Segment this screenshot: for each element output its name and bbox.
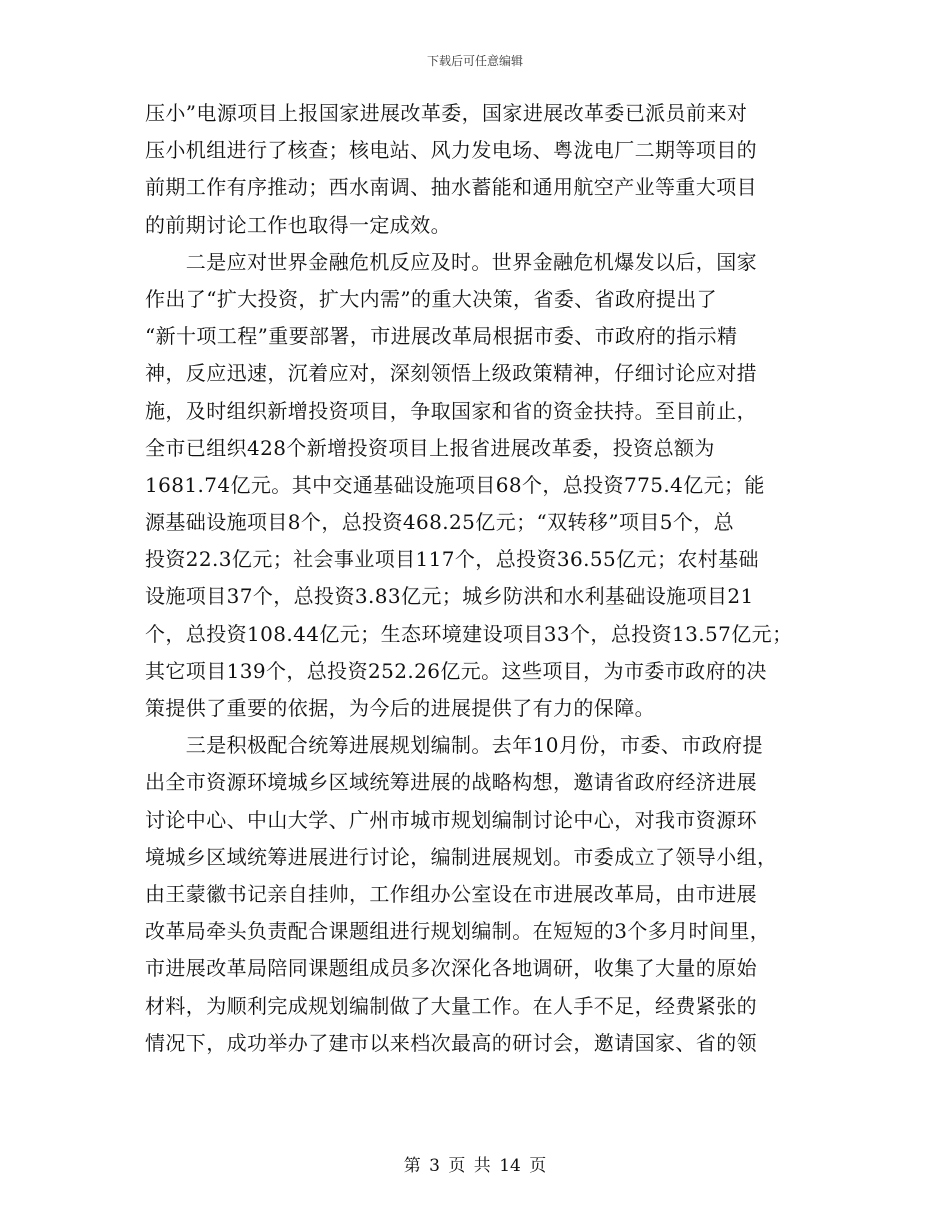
text-line: 的前期讨论工作也取得一定成效。 xyxy=(145,212,451,237)
text-line: 策提供了重要的依据，为今后的进展提供了有力的保障。 xyxy=(145,696,655,720)
text-line: 市进展改革局陪同课题组成员多次深化各地调研，收集了大量的原始 xyxy=(145,956,757,981)
page-number-footer: 第 3 页 共 14 页 xyxy=(403,1156,547,1176)
text-line: 施，及时组织新增投资项目，争取国家和省的资金扶持。至目前止， xyxy=(145,398,757,423)
text-line: 设施项目37个，总投资3.83亿元；城乡防洪和水利基础设施项目21 xyxy=(145,584,754,609)
text-line: 三是积极配合统筹进展规划编制。去年10月份，市委、市政府提 xyxy=(145,733,763,758)
text-line: 其它项目139个，总投资252.26亿元。这些项目，为市委市政府的决 xyxy=(145,658,767,683)
text-line: 1681.74亿元。其中交通基础设施项目68个，总投资775.4亿元；能 xyxy=(145,472,765,497)
text-line: 由王蒙徽书记亲自挂帅，工作组办公室设在市进展改革局，由市进展 xyxy=(145,881,757,906)
text-line: 神，反应迅速，沉着应对，深刻领悟上级政策精神，仔细讨论应对措 xyxy=(145,361,757,386)
text-line: 改革局牵头负责配合课题组进行规划编制。在短短的3个多月时间里， xyxy=(145,919,771,944)
text-line: 讨论中心、中山大学、广州市城市规划编制讨论中心，对我市资源环 xyxy=(145,807,757,832)
text-line: 前期工作有序推动；西水南调、抽水蓄能和通用航空产业等重大项目 xyxy=(145,175,757,200)
text-line: 个，总投资108.44亿元；生态环境建设项目33个，总投资13.57亿元； xyxy=(145,621,793,646)
text-line: “新十项工程”重要部署，市进展改革局根据市委、市政府的指示精 xyxy=(145,324,738,349)
text-line: 源基础设施项目8个，总投资468.25亿元；“双转移”项目5个，总 xyxy=(145,510,735,535)
text-line: 二是应对世界金融危机反应及时。世界金融危机爆发以后，国家 xyxy=(145,249,757,274)
document-body xyxy=(145,95,810,1062)
text-line: 出全市资源环境城乡区域统筹进展的战略构想，邀请省政府经济进展 xyxy=(145,770,757,795)
text-line: 境城乡区域统筹进展进行讨论，编制进展规划。市委成立了领导小组， xyxy=(145,844,778,869)
text-line: 情况下，成功举办了建市以来档次最高的研讨会，邀请国家、省的领 xyxy=(145,1030,757,1055)
text-line: 材料，为顺利完成规划编制做了大量工作。在人手不足，经费紧张的 xyxy=(145,993,757,1018)
text-line: 压小”电源项目上报国家进展改革委，国家进展改革委已派员前来对 xyxy=(145,101,748,125)
text-line: 作出了“扩大投资，扩大内需”的重大决策，省委、省政府提出了 xyxy=(145,286,718,311)
text-line: 压小机组进行了核查；核电站、风力发电场、粤泷电厂二期等项目的 xyxy=(145,138,757,163)
text-line: 投资22.3亿元；社会事业项目117个，总投资36.55亿元；农村基础 xyxy=(145,547,759,572)
page-header: 下载后可任意编辑 xyxy=(426,54,523,68)
text-line: 全市已组织428个新增投资项目上报省进展改革委，投资总额为 xyxy=(145,435,715,460)
